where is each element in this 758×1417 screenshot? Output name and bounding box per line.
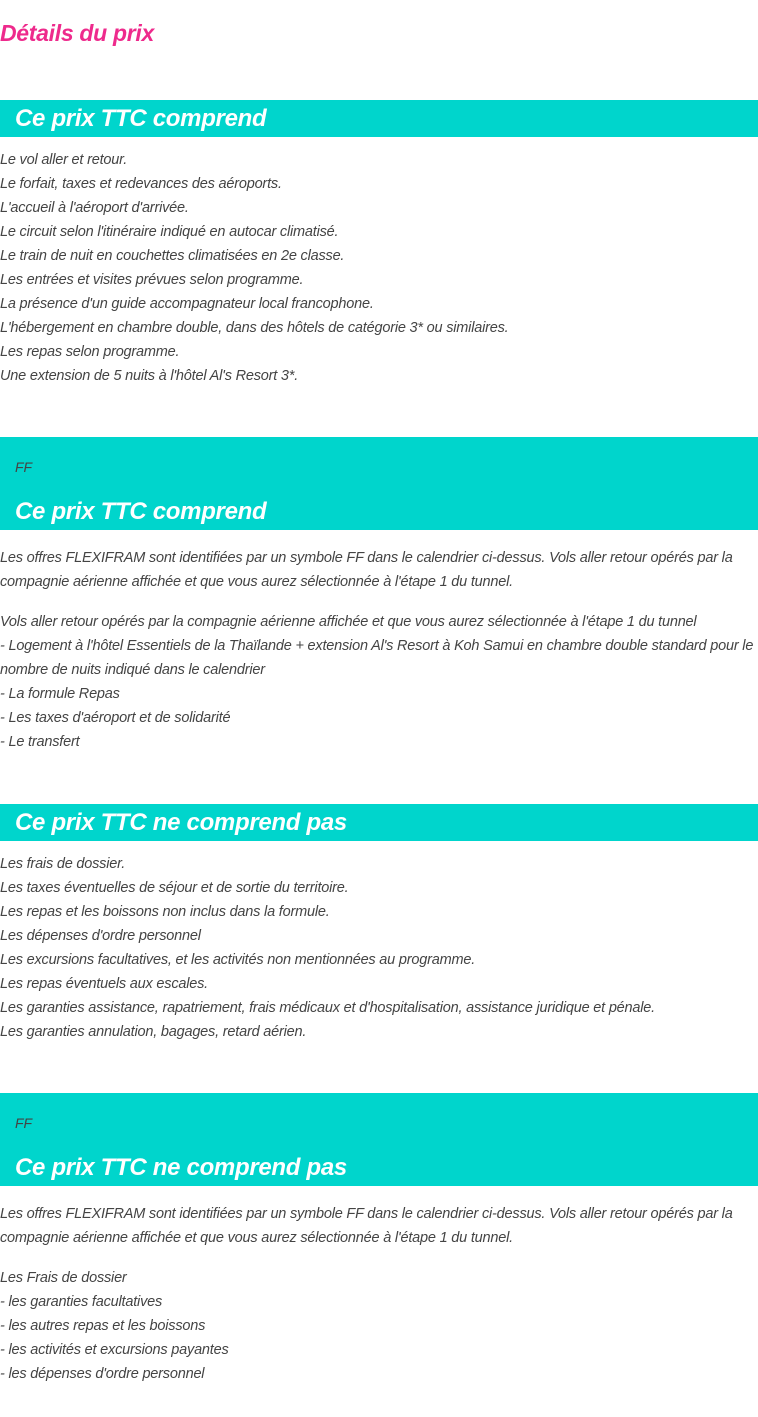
list-item: Vols aller retour opérés par la compagnie aérienne affichée et que vous aurez sélectionnée à l'étape 1 du tunnel <box>0 614 697 630</box>
list-item: - les activités et excursions payantes <box>0 1342 229 1358</box>
list-item: Le forfait, taxes et redevances des aéroports. <box>0 176 282 192</box>
list-item: Une extension de 5 nuits à l'hôtel Al's Resort 3*. <box>0 368 299 384</box>
section-heading: Ce prix TTC ne comprend pas <box>15 809 347 836</box>
list-item: Le train de nuit en couchettes climatisées en 2e classe. <box>0 248 345 264</box>
flexifram-included-list <box>0 610 758 754</box>
list-item: La présence d'un guide accompagnateur local francophone. <box>0 296 374 312</box>
section-heading: Ce prix TTC ne comprend pas <box>15 1154 347 1181</box>
list-item: - Les taxes d'aéroport et de solidarité <box>0 710 231 726</box>
list-item: - Logement à l'hôtel Essentiels de la Thaïlande + extension Al's Resort à Koh Samui en chambre double standard pour le nombre de nuits indiqué dans le calendrier <box>0 638 754 678</box>
ff-badge: FF <box>15 1115 33 1131</box>
list-item: - les autres repas et les boissons <box>0 1318 206 1334</box>
not-included-list <box>0 852 758 1044</box>
list-item: Les frais de dossier. <box>0 856 126 872</box>
list-item: Les taxes éventuelles de séjour et de sortie du territoire. <box>0 880 349 896</box>
section-banner <box>0 100 758 137</box>
flexifram-intro: Les offres FLEXIFRAM sont identifiées par un symbole FF dans le calendrier ci-dessus. Vols aller retour opérés par la compagnie aérienne affichée et que vous aurez sélectionnée à l'étape 1 du tunnel. <box>0 550 733 590</box>
page-title: Détails du prix <box>0 20 154 46</box>
list-item: Les garanties assistance, rapatriement, frais médicaux et d'hospitalisation, assistance juridique et pénale. <box>0 1000 655 1016</box>
list-item: - les garanties facultatives <box>0 1294 163 1310</box>
included-list <box>0 148 758 388</box>
section-heading: Ce prix TTC comprend <box>15 105 267 132</box>
list-item: Les dépenses d'ordre personnel <box>0 928 201 944</box>
flexifram-intro: Les offres FLEXIFRAM sont identifiées par un symbole FF dans le calendrier ci-dessus. Vols aller retour opérés par la compagnie aérienne affichée et que vous aurez sélectionnée à l'étape 1 du tunnel. <box>0 1206 733 1246</box>
list-item: - les dépenses d'ordre personnel <box>0 1366 205 1382</box>
section-not-included <box>0 804 758 1044</box>
section-heading: Ce prix TTC comprend <box>15 498 267 525</box>
section-banner <box>0 1093 758 1186</box>
section-flexifram-included <box>0 437 758 754</box>
list-item: Les repas éventuels aux escales. <box>0 976 209 992</box>
list-item: Les excursions facultatives, et les activités non mentionnées au programme. <box>0 952 476 968</box>
section-banner <box>0 437 758 530</box>
list-item: Les repas et les boissons non inclus dans la formule. <box>0 904 330 920</box>
list-item: L'accueil à l'aéroport d'arrivée. <box>0 200 189 216</box>
section-included <box>0 100 758 388</box>
list-item: Le circuit selon l'itinéraire indiqué en autocar climatisé. <box>0 224 339 240</box>
list-item: Les repas selon programme. <box>0 344 180 360</box>
list-item: L'hébergement en chambre double, dans des hôtels de catégorie 3* ou similaires. <box>0 320 509 336</box>
list-item: Les entrées et visites prévues selon programme. <box>0 272 304 288</box>
list-item: Les garanties annulation, bagages, retard aérien. <box>0 1024 307 1040</box>
ff-badge: FF <box>15 459 33 475</box>
flexifram-not-included-list <box>0 1266 758 1386</box>
section-flexifram-not-included <box>0 1093 758 1386</box>
list-item: - Le transfert <box>0 734 80 750</box>
list-item: - La formule Repas <box>0 686 120 702</box>
list-item: Les Frais de dossier <box>0 1270 127 1286</box>
section-banner <box>0 804 758 841</box>
list-item: Le vol aller et retour. <box>0 152 128 168</box>
